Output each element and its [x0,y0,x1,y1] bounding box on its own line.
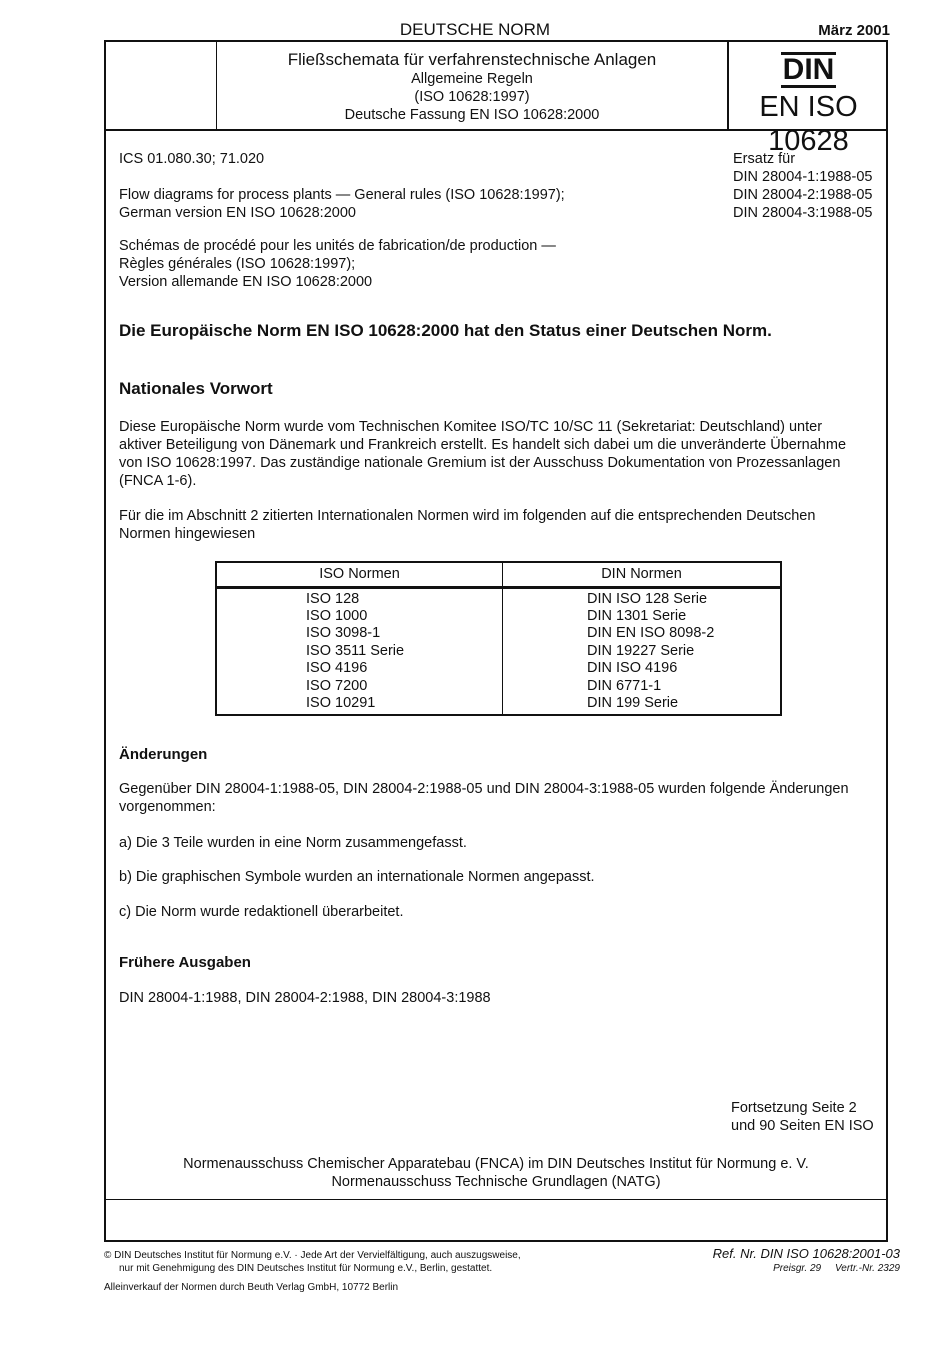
section-heading-vorwort: Nationales Vorwort [119,379,273,398]
table-cell: DIN 6771-1 [587,677,662,694]
iso-ref: (ISO 10628:1997) [414,89,530,105]
text-line: von ISO 10628:1997. Das zuständige nationale Gremium ist der Ausschuss Dokumentation von Prozessanlagen [119,455,841,471]
replacement-item: DIN 28004-1:1988-05 [733,169,873,185]
table-cell: ISO 7200 [306,677,368,694]
table-cell: ISO 128 [306,590,360,607]
title-block [217,50,727,124]
committee [104,1155,888,1191]
table-cell: DIN 1301 Serie [587,607,687,624]
sales-notice: Alleinverkauf der Normen durch Beuth Verlag GmbH, 10772 Berlin [104,1282,399,1293]
table-cell: DIN 19227 Serie [587,642,695,659]
status-statement: Die Europäische Norm EN ISO 10628:2000 hat den Status einer Deutschen Norm. [119,321,772,340]
text-line: Gegenüber DIN 28004-1:1988-05, DIN 28004-2:1988-05 und DIN 28004-3:1988-05 wurden folgende Änderungen [119,781,849,797]
french-title [119,237,556,291]
section-heading-aenderungen: Änderungen [119,746,208,763]
reference-number: Ref. Nr. DIN ISO 10628:2001-03 [712,1246,900,1261]
table-cell: ISO 10291 [306,694,376,711]
replacement-label: Ersatz für [733,151,796,167]
text-line: © DIN Deutsches Institut für Normung e.V. · Jede Art der Vervielfältigung, auch auszugsweise, [104,1250,521,1261]
text-line: Diese Europäische Norm wurde vom Technischen Komitee ISO/TC 10/SC 11 (Sekretariat: Deutschland) unter [119,419,823,435]
price-info [773,1263,900,1274]
list-item: b) Die graphischen Symbole wurden an internationale Normen angepasst. [119,869,595,885]
replacement-item: DIN 28004-2:1988-05 [733,187,873,203]
table-cell: ISO 3098-1 [306,625,381,642]
replacement [733,150,872,222]
table-cell: DIN EN ISO 8098-2 [587,625,715,642]
text-line: Für die im Abschnitt 2 zitierten Internationalen Normen wird im folgenden auf die entsprechenden Deutschen [119,508,816,524]
din-column [503,587,782,715]
standard-number: EN ISO 10628 [759,91,858,157]
din-logo: DIN [782,53,835,86]
text-line: Normen hingewiesen [119,526,256,542]
text-line: Règles générales (ISO 10628:1997); [119,256,356,272]
previous-editions: DIN 28004-1:1988, DIN 28004-2:1988, DIN 28004-3:1988 [119,990,491,1006]
text-line: Version allemande EN ISO 10628:2000 [119,274,373,290]
table-cell: ISO 3511 Serie [306,642,405,659]
price-group: Preisgr. 29 [773,1263,822,1274]
text-line: aktiver Beteiligung von Dänemark und Frankreich erstellt. Es handelt sich dabei um die unveränderte Übernahme [119,437,847,453]
distribution-number: Vertr.-Nr. 2329 [834,1263,900,1274]
list-item: c) Die Norm wurde redaktionell überarbeitet. [119,904,404,920]
copyright-notice [104,1249,521,1275]
list-item: a) Die 3 Teile wurden in eine Norm zusammengefasst. [119,835,467,851]
replacement-item: DIN 28004-3:1988-05 [733,205,873,221]
text-line: nur mit Genehmigung des DIN Deutsches Institut für Normung e.V., Berlin, gestattet. [119,1263,493,1274]
table-cell: ISO 1000 [306,607,368,624]
text-line: Normenausschuss Chemischer Apparatebau (FNCA) im DIN Deutsches Institut für Normung e. V. [183,1156,809,1172]
text-line: Schémas de procédé pour les unités de fabrication/de production — [119,238,556,254]
text-line: Flow diagrams for process plants — General rules (ISO 10628:1997); [119,187,565,203]
iso-column [216,587,503,715]
german-version: Deutsche Fassung EN ISO 10628:2000 [344,107,600,123]
norm-mapping-table [215,561,782,716]
vorwort-paragraph [119,418,846,490]
table-cell: DIN ISO 128 Serie [587,590,708,607]
column-header: ISO Normen [216,562,503,587]
page-heading [0,20,950,40]
text-line: Fortsetzung Seite 2 [731,1100,857,1116]
vorwort-paragraph-2 [119,507,815,543]
title-de: Fließschemata für verfahrenstechnische Anlagen [287,50,657,69]
issue-date: März 2001 [818,22,890,39]
text-line: (FNCA 1-6). [119,473,197,489]
footer-divider [104,1199,888,1200]
subtitle: Allgemeine Regeln [411,71,533,87]
aenderungen-intro [119,780,849,816]
deutsche-norm: DEUTSCHE NORM [399,20,551,39]
table-cell: ISO 4196 [306,660,368,677]
din-logo-block [729,52,888,158]
text-line: und 90 Seiten EN ISO [731,1118,874,1134]
column-header: DIN Normen [601,566,682,583]
text-line: German version EN ISO 10628:2000 [119,205,356,221]
table-cell: DIN ISO 4196 [587,660,678,677]
text-line: Normenausschuss Technische Grundlagen (NATG) [331,1174,661,1190]
ics-code: ICS 01.080.30; 71.020 [119,151,265,167]
english-title [119,186,565,222]
text-line: vorgenommen: [119,799,216,815]
continuation-note [731,1099,874,1135]
section-heading-fruehere: Frühere Ausgaben [119,954,251,971]
table-cell: DIN 199 Serie [587,694,679,711]
